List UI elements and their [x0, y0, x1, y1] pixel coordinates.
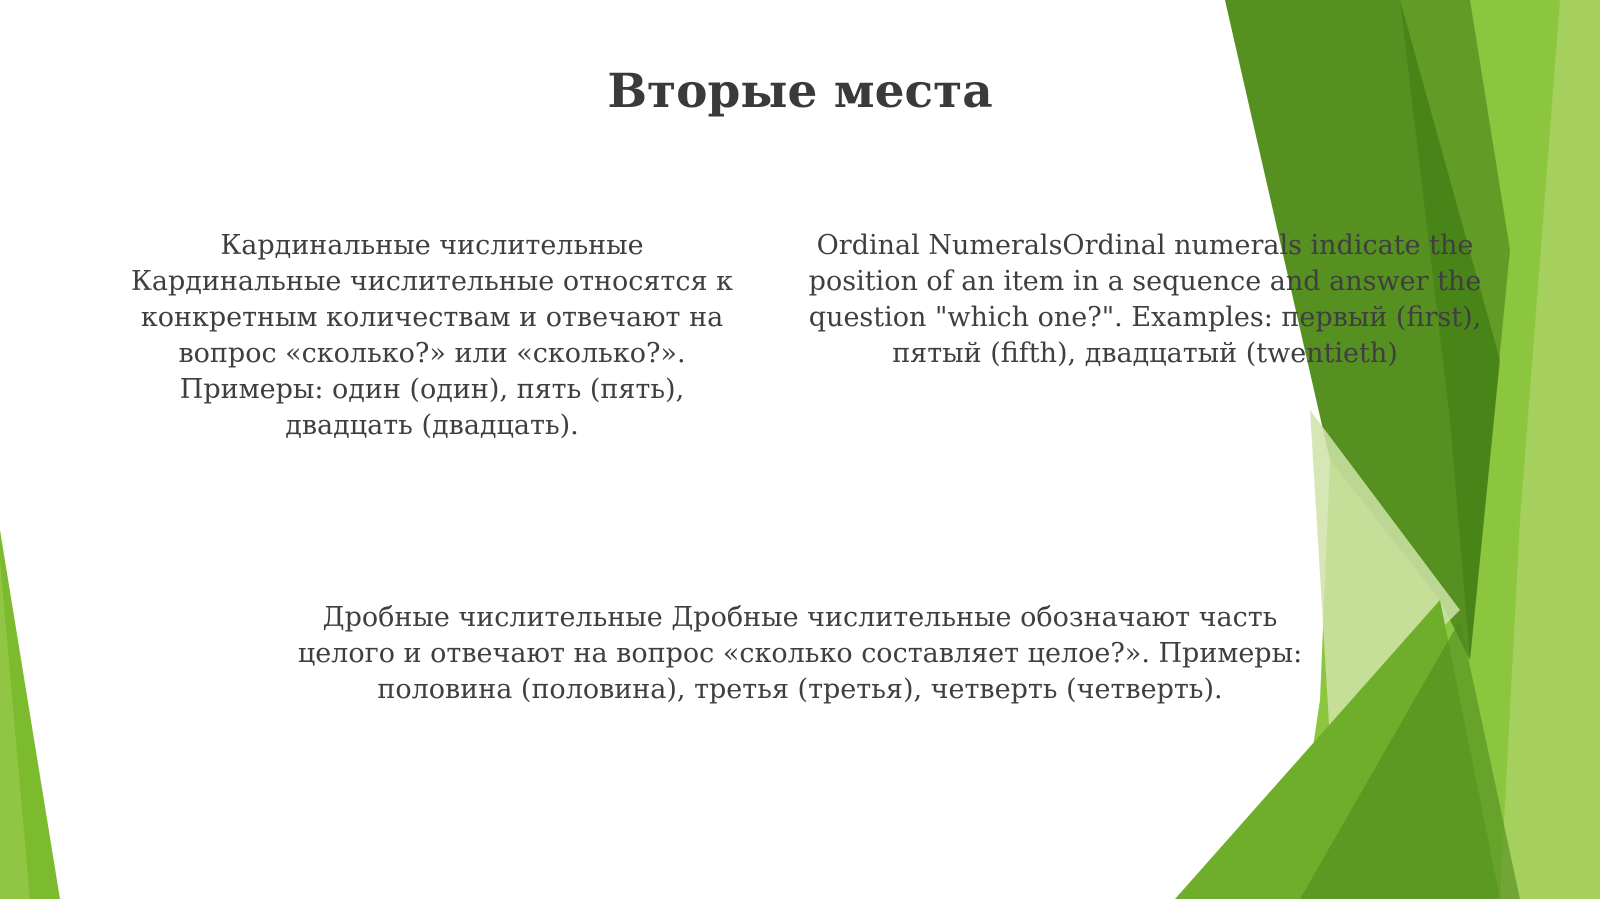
fractional-numerals-text: Дробные числительные Дробные числительные обозначают часть целого и отвечают на вопрос «сколько составляет целое?». Примеры: половина (половина), третья (третья), четверть (четверть).: [297, 602, 1303, 705]
ordinal-numerals-text: Ordinal NumeralsOrdinal numerals indicate the position of an item in a sequence and answer the question "which one?". Examples: первый (first), пятый (fifth), двадцатый (twentieth): [808, 230, 1482, 369]
cardinal-numerals-text: Кардинальные числительные Кардинальные числительные относятся к конкретным количествам и отвечают на вопрос «сколько?» или «сколько?». Примеры: один (один), пять (пять), двадцать (двадцать).: [131, 230, 733, 441]
slide-title: Вторые места: [607, 64, 993, 119]
